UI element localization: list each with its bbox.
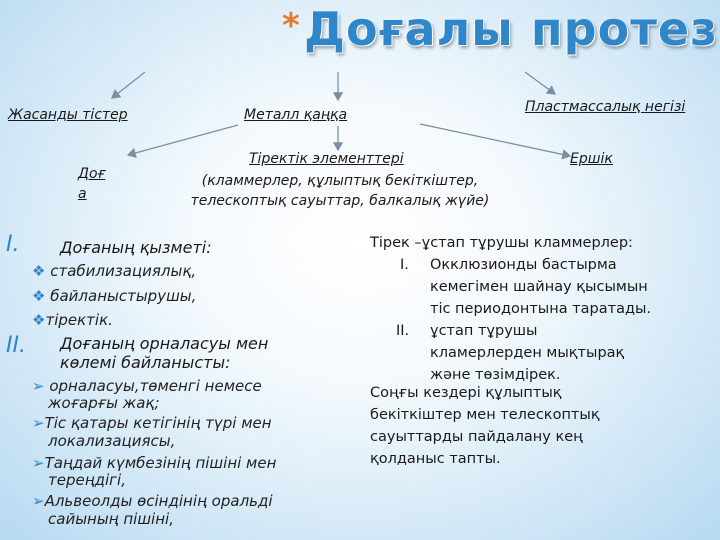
right-item-numeral: II. xyxy=(396,323,410,339)
diamond-bullet-icon: ❖ xyxy=(32,262,46,280)
list-item: ➢ орналасуы,төменгі немесе xyxy=(32,377,262,395)
right-intro: Тірек –ұстап тұрушы кламмерлер: xyxy=(370,235,633,251)
right-item-line: ұстап тұрушы xyxy=(430,323,538,339)
right-item-numeral: I. xyxy=(400,257,409,273)
list-item-continuation: сайының пішіні, xyxy=(48,510,174,528)
right-footer-line: сауыттарды пайдалану кең xyxy=(370,429,583,445)
node-arc: Доғ а xyxy=(78,166,106,202)
arrow-bullet-icon: ➢ xyxy=(32,414,45,432)
right-footer-line: қолданыс тапты. xyxy=(370,451,501,467)
list-item: ❖тіректік. xyxy=(32,311,113,329)
diamond-bullet-icon: ❖ xyxy=(32,287,46,305)
section2-numeral: II. xyxy=(6,333,26,358)
right-item-line: тіс периодонтына таратады. xyxy=(430,301,652,317)
right-item-line: кемегімен шайнау қысымын xyxy=(430,279,648,295)
node-saddle: Ершік xyxy=(570,151,613,167)
list-item-continuation: тереңдігі, xyxy=(48,471,126,489)
section1-heading: Доғаның қызметі: xyxy=(60,238,212,257)
arrow-to-artificial-teeth xyxy=(112,72,145,98)
section2-heading-line1: Доғаның орналасуы мен xyxy=(60,334,269,353)
arrow-bullet-icon: ➢ xyxy=(32,454,45,472)
right-item-line: және төзімдірек. xyxy=(430,367,561,383)
support-detail-line2: телескоптық сауыттар, балкалық жүйе) xyxy=(190,193,490,209)
list-item: ❖ байланыстырушы, xyxy=(32,287,197,305)
title-bullet: * xyxy=(282,6,300,46)
list-item: ➢Альвеолды өсіндінің оральді xyxy=(32,492,273,510)
right-item-line: Окклюзионды бастырма xyxy=(430,257,617,273)
section1-numeral: I. xyxy=(6,232,20,257)
list-item: ➢Таңдай күмбезінің пішіні мен xyxy=(32,454,277,472)
list-item-continuation: локализациясы, xyxy=(48,432,176,450)
list-item-continuation: жоғарғы жақ; xyxy=(48,394,160,412)
diamond-bullet-icon: ❖ xyxy=(32,311,46,329)
right-item-line: кламерлерден мықтырақ xyxy=(430,345,625,361)
arrow-to-saddle xyxy=(420,124,570,156)
arrow-bullet-icon: ➢ xyxy=(32,492,45,510)
node-metal-frame: Металл қаңқа xyxy=(244,107,348,123)
node-artificial-teeth: Жасанды тістер xyxy=(8,107,128,123)
support-detail-line1: (кламмерлер, құлыптық бекіткіштер, xyxy=(201,173,479,189)
node-plastic-base: Пластмассалық негізі xyxy=(525,99,686,115)
section2-heading-line2: көлемі байланысты: xyxy=(60,353,231,372)
right-footer-line: бекіткіштер мен телескоптық xyxy=(370,407,600,423)
list-item: ❖ стабилизациялық, xyxy=(32,262,197,280)
arrow-to-arc xyxy=(128,125,238,155)
arrow-bullet-icon: ➢ xyxy=(32,377,45,395)
list-item: ➢Тіс қатары кетігінің түрі мен xyxy=(32,414,272,432)
arrow-to-plastic-base xyxy=(525,72,555,94)
page-title: Доғалы протез xyxy=(304,2,718,56)
node-support-elements: Тіректік элементтері xyxy=(249,151,404,167)
right-footer-line: Соңғы кездері құлыптық xyxy=(370,385,562,401)
